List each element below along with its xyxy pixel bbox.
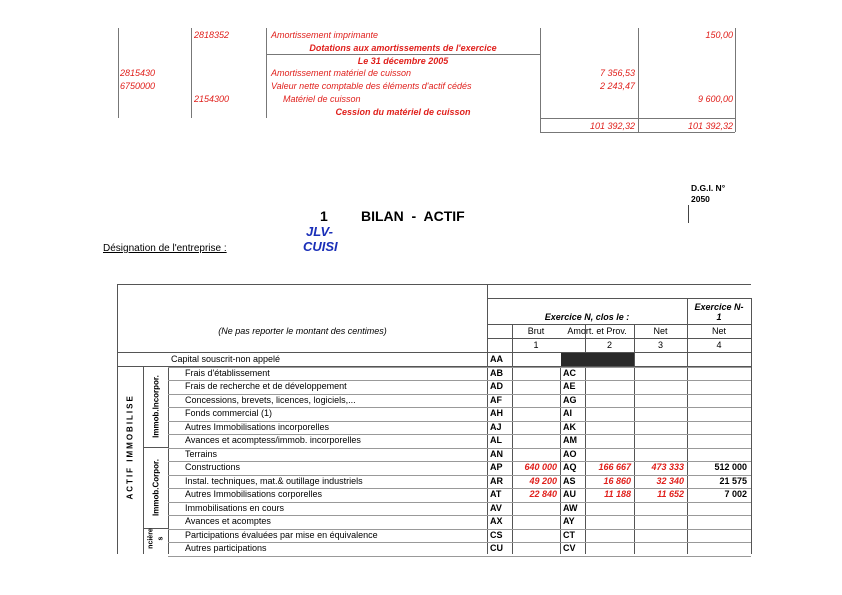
total-debit: 101 392,32 bbox=[589, 121, 635, 131]
row-label: Frais d'établissement bbox=[185, 367, 270, 378]
form-number: 1 bbox=[320, 208, 328, 224]
col-num-1: 1 bbox=[533, 340, 539, 350]
row-label: Immobilisations en cours bbox=[185, 502, 285, 513]
row-label: Frais de recherche et de développement bbox=[185, 381, 347, 391]
row-code-2: CV bbox=[563, 543, 576, 553]
row-code-1: AJ bbox=[490, 421, 502, 432]
journal-label: Dotations aux amortissements de l'exercice bbox=[309, 43, 497, 53]
credit-account: 2154300 bbox=[194, 94, 230, 104]
debit-account: 2815430 bbox=[120, 68, 156, 78]
company-name-line1: JLV- bbox=[306, 224, 333, 239]
row-code-2: AS bbox=[563, 475, 576, 486]
row-code-2: AO bbox=[563, 448, 577, 459]
exercice-n1-header-2: 1 bbox=[716, 312, 722, 322]
journal-label: Cession du matériel de cuisson bbox=[335, 107, 471, 117]
table-header-line bbox=[487, 298, 751, 299]
credit-amount: 9 600,00 bbox=[697, 94, 733, 104]
row-label: Avances et acomptess/immob. incorporelles bbox=[185, 435, 361, 445]
row-code-2: AM bbox=[563, 435, 577, 445]
row-label: Concessions, brevets, licences, logiciels,... bbox=[185, 394, 356, 405]
header-tick bbox=[688, 205, 689, 223]
journal-label: Matériel de cuisson bbox=[283, 94, 361, 104]
designation-label: Désignation de l'entreprise : bbox=[103, 243, 227, 254]
table-col-divider bbox=[634, 324, 635, 554]
col-num-2: 2 bbox=[606, 340, 612, 350]
row-code-1: AT bbox=[490, 489, 502, 499]
row-code-2: AK bbox=[563, 421, 576, 432]
row-label: Autres Immobilisations incorporelles bbox=[185, 421, 330, 432]
col-num-3: 3 bbox=[657, 340, 663, 350]
row-code-1: AR bbox=[490, 475, 503, 486]
table-note: (Ne pas reporter le montant des centimes) bbox=[218, 326, 387, 336]
row-code-1: AD bbox=[490, 381, 503, 391]
side-label-corpor: Immob.Corpor. bbox=[151, 459, 161, 516]
row-label: Instal. techniques, mat.& outillage industriels bbox=[185, 475, 363, 486]
row-code-2: AI bbox=[563, 408, 572, 418]
exercice-n1-header: Exercice N- bbox=[694, 302, 744, 312]
row-label: Fonds commercial (1) bbox=[185, 408, 273, 418]
col-net: Net bbox=[653, 326, 668, 336]
page-title: BILAN - ACTIF bbox=[361, 208, 465, 224]
row-code-1: AV bbox=[490, 502, 502, 513]
row-code-1: CS bbox=[490, 529, 503, 540]
journal-border-right bbox=[735, 28, 736, 132]
exercice-n-header: Exercice N, clos le : bbox=[544, 312, 630, 322]
debit-amount: 2 243,47 bbox=[599, 81, 635, 91]
row-net1: 21 575 bbox=[719, 475, 747, 486]
company-name-line2: CUISI bbox=[303, 239, 338, 254]
row-code-1: CU bbox=[490, 543, 503, 553]
row-net: 11 652 bbox=[657, 489, 684, 499]
row-code-1: AH bbox=[490, 408, 503, 418]
side-label-fin-2: s bbox=[157, 536, 165, 541]
row-label: Autres Immobilisations corporelles bbox=[185, 489, 323, 499]
side-label-incorp: Immob.Incorpor. bbox=[151, 375, 161, 438]
row-code-1: AL bbox=[490, 435, 502, 445]
row-label: Capital souscrit-non appelé bbox=[171, 354, 281, 364]
table-top-border bbox=[117, 284, 751, 285]
row-net: 32 340 bbox=[656, 475, 684, 486]
row-amort: 166 667 bbox=[598, 462, 631, 472]
row-code-1: AF bbox=[490, 394, 502, 405]
row-brut: 49 200 bbox=[529, 475, 557, 486]
table-col-divider bbox=[512, 324, 513, 554]
row-net: 473 333 bbox=[651, 462, 684, 472]
row-code-2: AY bbox=[563, 516, 575, 526]
row-net1: 7 002 bbox=[724, 489, 747, 499]
col-brut: Brut bbox=[527, 326, 545, 336]
journal-border-left bbox=[118, 28, 119, 118]
table-right-border bbox=[751, 298, 752, 554]
row-net1: 512 000 bbox=[714, 462, 747, 472]
side-label-fin: ncière bbox=[147, 528, 155, 549]
side-label-actif: ACTIF IMMOBILISE bbox=[125, 394, 135, 500]
table-col-divider bbox=[143, 366, 144, 554]
journal-divider bbox=[191, 28, 192, 118]
row-code-2: AG bbox=[563, 394, 577, 405]
row-code-2: AE bbox=[563, 381, 576, 391]
shaded-cell bbox=[561, 353, 634, 366]
row-amort: 11 188 bbox=[604, 489, 631, 499]
row-code-2: CT bbox=[563, 529, 575, 540]
row-code-1: AB bbox=[490, 367, 503, 378]
total-credit: 101 392,32 bbox=[687, 121, 733, 131]
row-code-1: AP bbox=[490, 462, 503, 472]
credit-amount: 150,00 bbox=[705, 30, 733, 40]
row-code-2: AQ bbox=[563, 462, 577, 472]
journal-label: Valeur nette comptable des éléments d'actif cédés bbox=[271, 81, 472, 91]
col-amort: Amort. et Prov. bbox=[567, 326, 627, 336]
row-label: Constructions bbox=[185, 462, 241, 472]
row-amort: 16 860 bbox=[603, 475, 631, 486]
col-net1: Net bbox=[711, 326, 726, 336]
col-num-4: 4 bbox=[716, 340, 722, 350]
row-code-1: AA bbox=[490, 354, 503, 364]
dgi-number: 2050 bbox=[691, 194, 710, 204]
row-code-1: AX bbox=[490, 516, 503, 526]
row-label: Terrains bbox=[185, 448, 218, 459]
journal-divider bbox=[540, 28, 541, 132]
table-row-line bbox=[168, 556, 751, 557]
row-code-1: AN bbox=[490, 448, 503, 459]
journal-label: Le 31 décembre 2005 bbox=[357, 56, 449, 66]
row-label: Participations évaluées par mise en équivalence bbox=[185, 529, 378, 540]
journal-separator bbox=[540, 132, 735, 133]
credit-account: 2818352 bbox=[194, 30, 230, 40]
debit-account: 6750000 bbox=[120, 81, 156, 91]
row-code-2: AU bbox=[563, 489, 576, 499]
row-label: Autres participations bbox=[185, 543, 267, 553]
journal-label: Amortissement matériel de cuisson bbox=[271, 68, 412, 78]
debit-amount: 7 356,53 bbox=[599, 68, 635, 78]
row-brut: 640 000 bbox=[524, 462, 557, 472]
journal-divider bbox=[266, 28, 267, 118]
dgi-label: D.G.I. N° bbox=[691, 183, 726, 193]
journal-separator bbox=[266, 54, 540, 55]
row-code-2: AC bbox=[563, 367, 576, 378]
row-label: Avances et acomptes bbox=[185, 516, 271, 526]
journal-separator bbox=[540, 118, 735, 119]
row-code-2: AW bbox=[563, 502, 578, 513]
row-brut: 22 840 bbox=[529, 489, 557, 499]
journal-divider bbox=[638, 28, 639, 132]
journal-label: Amortissement imprimante bbox=[271, 30, 379, 40]
